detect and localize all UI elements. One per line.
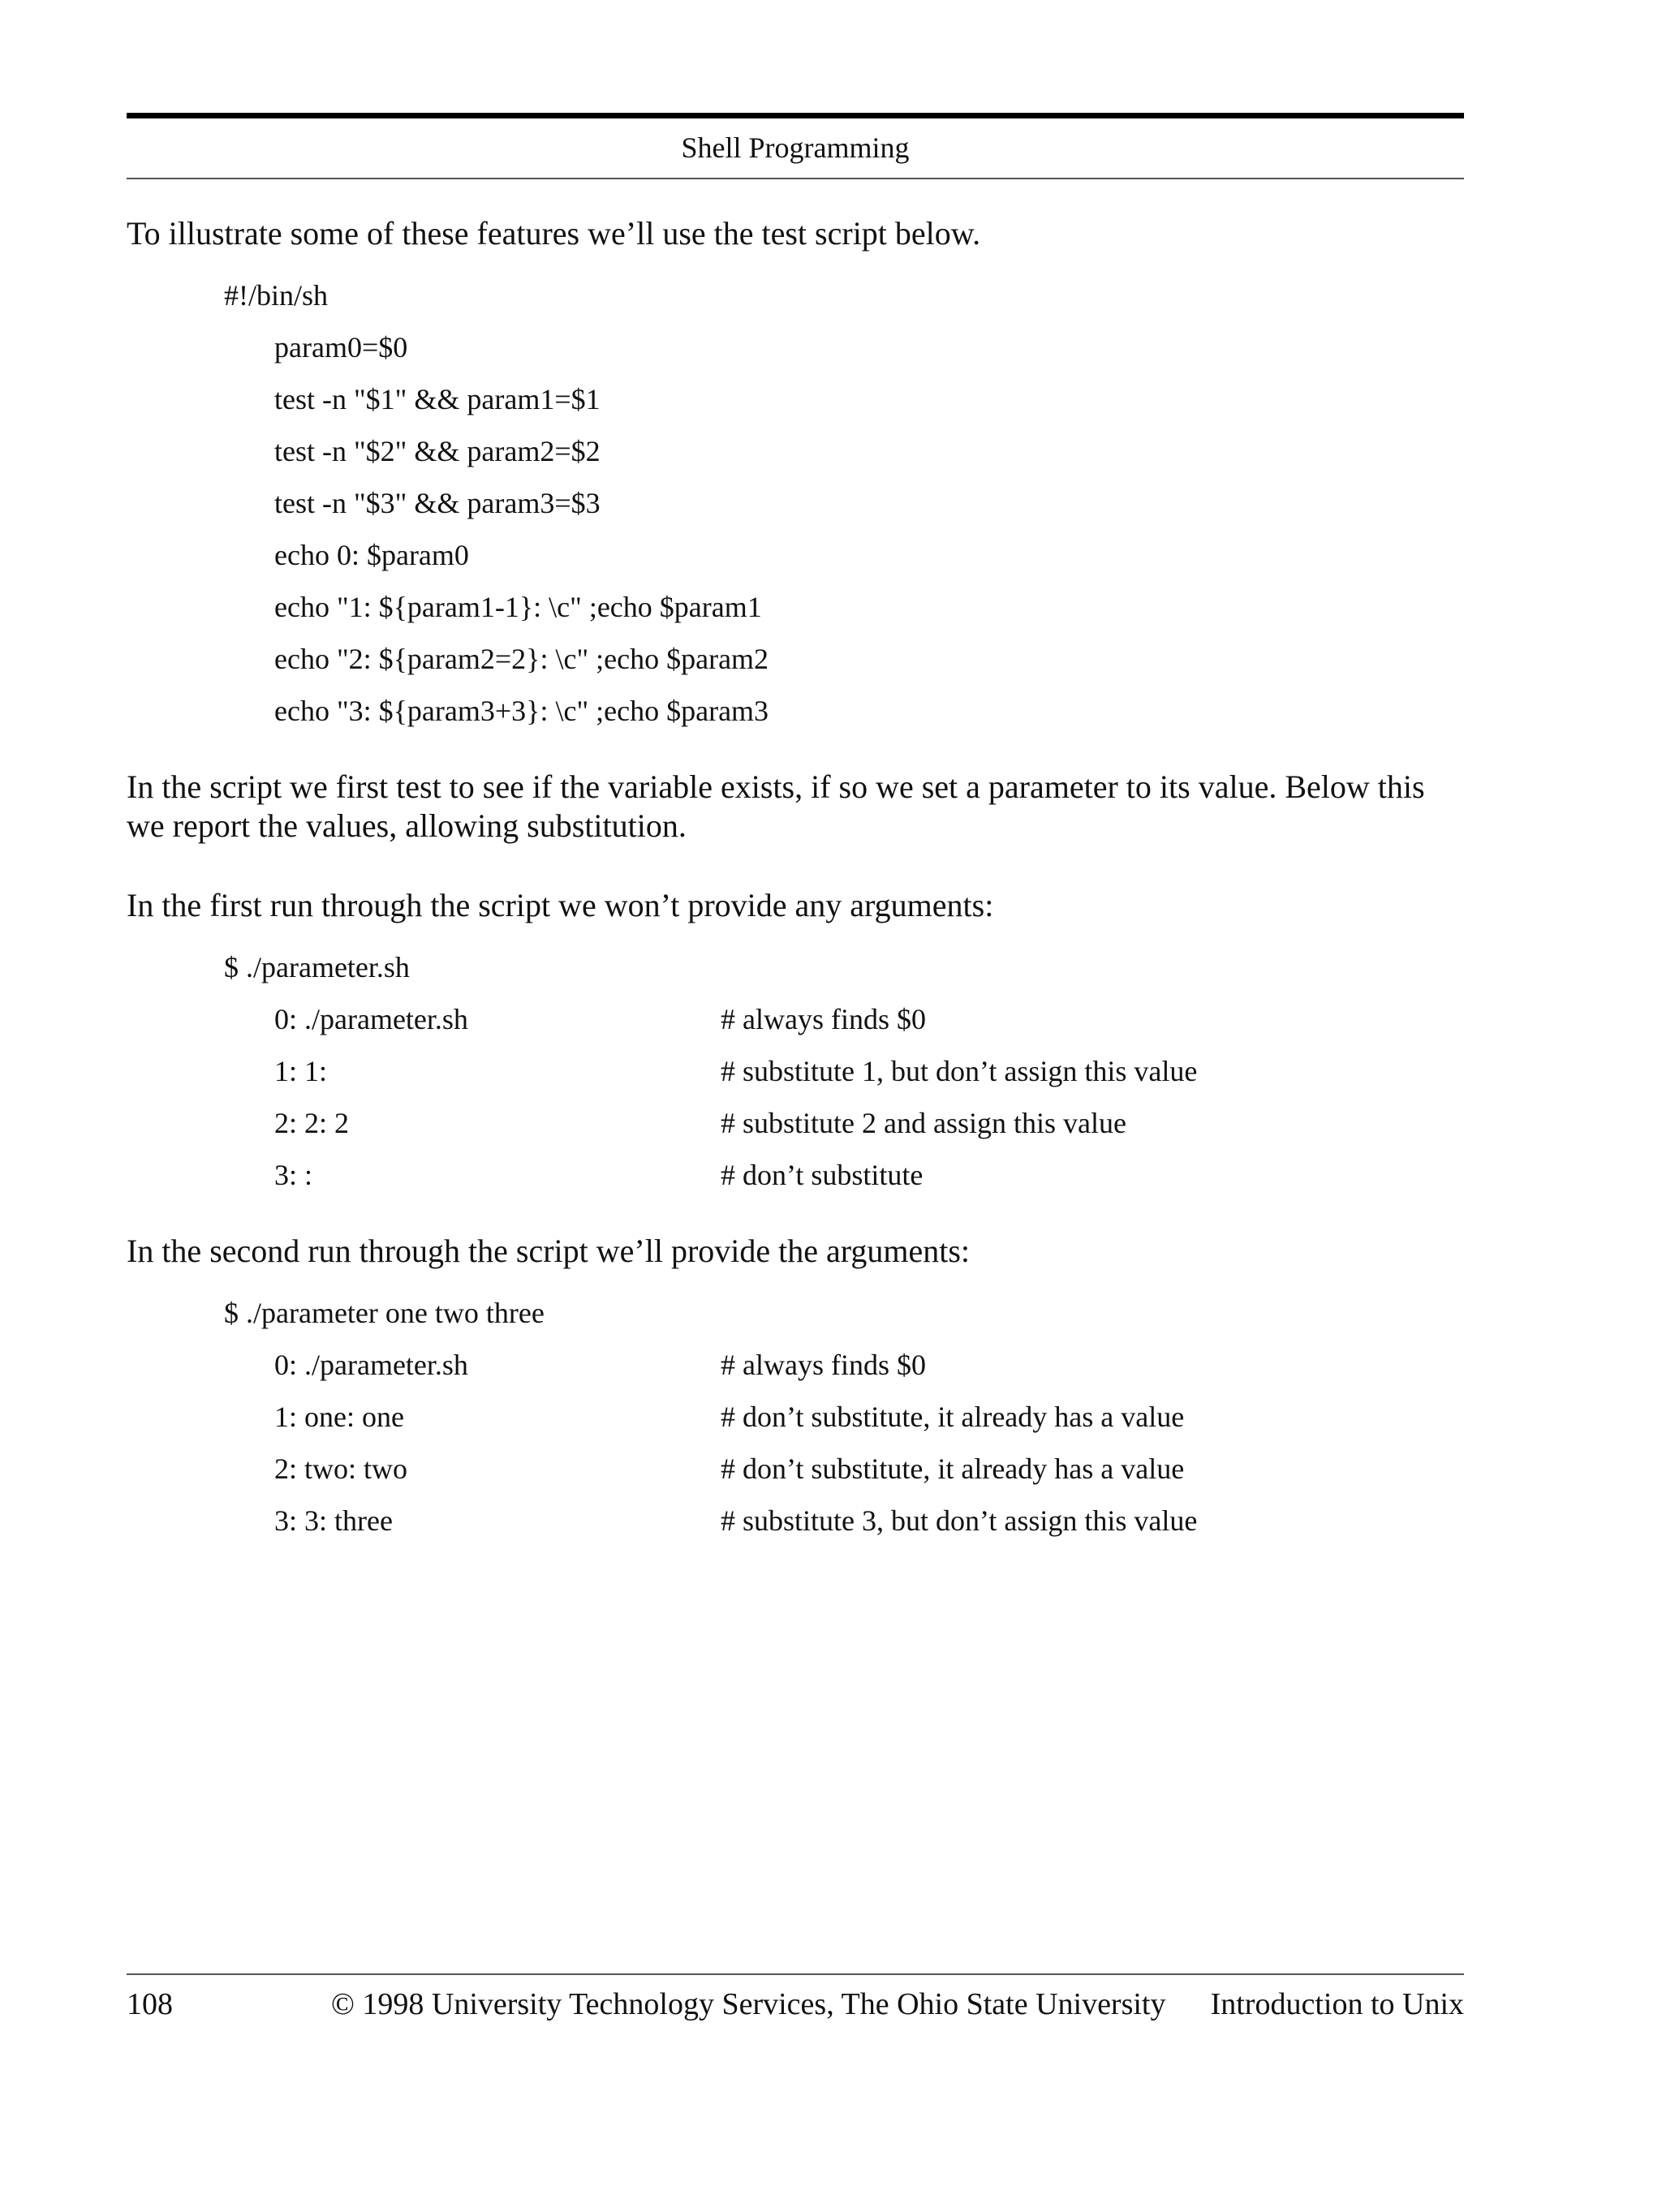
run2-output-line: 3: 3: three (274, 1504, 393, 1537)
run1-comment: # substitute 1, but don’t assign this value (721, 1055, 1198, 1087)
run2-comment: # always finds $0 (721, 1349, 926, 1381)
run1-comment: # don’t substitute (721, 1159, 924, 1191)
run2-output-line: 0: ./parameter.sh (274, 1349, 468, 1381)
script-line: echo "2: ${param2=2}: \c" ;echo $param2 (274, 643, 769, 675)
header-rule-thin (127, 178, 1464, 179)
run2-intro: In the second run through the script we’ll provide the arguments: (127, 1233, 971, 1269)
run1-command: $ ./parameter.sh (224, 951, 410, 983)
run2-command: $ ./parameter one two three (224, 1297, 545, 1329)
script-line: echo "3: ${param3+3}: \c" ;echo $param3 (274, 695, 769, 727)
script-line: test -n "$2" && param2=$2 (274, 435, 601, 467)
script-line: param0=$0 (274, 331, 408, 364)
explanation-paragraph: In the script we first test to see if the variable exists, if so we set a parameter to its value. Below this we report the values, allowing substitution. (127, 768, 1425, 844)
run1-intro: In the first run through the script we won’t provide any arguments: (127, 887, 994, 923)
run2-output-line: 2: two: two (274, 1452, 408, 1485)
header-rule-thick (127, 113, 1464, 118)
footer-copyright: © 1998 University Technology Services, The Ohio State University (331, 1987, 1166, 2021)
footer-book-title: Introduction to Unix (1210, 1987, 1464, 2021)
script-line: echo 0: $param0 (274, 539, 469, 571)
page-number: 108 (127, 1987, 173, 2021)
intro-paragraph: To illustrate some of these features we’ll use the test script below. (127, 215, 981, 252)
script-line: echo "1: ${param1-1}: \c" ;echo $param1 (274, 591, 762, 623)
run2-comment: # substitute 3, but don’t assign this value (721, 1504, 1198, 1537)
run1-output-line: 0: ./parameter.sh (274, 1003, 468, 1035)
run1-comment: # always finds $0 (721, 1003, 926, 1035)
run1-comment: # substitute 2 and assign this value (721, 1107, 1126, 1139)
run2-comment: # don’t substitute, it already has a value (721, 1452, 1185, 1485)
script-shebang: #!/bin/sh (224, 279, 329, 312)
running-header: Shell Programming (681, 131, 910, 164)
run1-output-line: 1: 1: (274, 1055, 328, 1087)
run2-output-line: 1: one: one (274, 1401, 404, 1433)
run1-output-line: 2: 2: 2 (274, 1107, 350, 1139)
script-line: test -n "$3" && param3=$3 (274, 487, 601, 519)
script-line: test -n "$1" && param1=$1 (274, 383, 601, 415)
footer-rule (127, 1973, 1464, 1975)
run2-comment: # don’t substitute, it already has a value (721, 1401, 1185, 1433)
run1-output-line: 3: : (274, 1159, 313, 1191)
